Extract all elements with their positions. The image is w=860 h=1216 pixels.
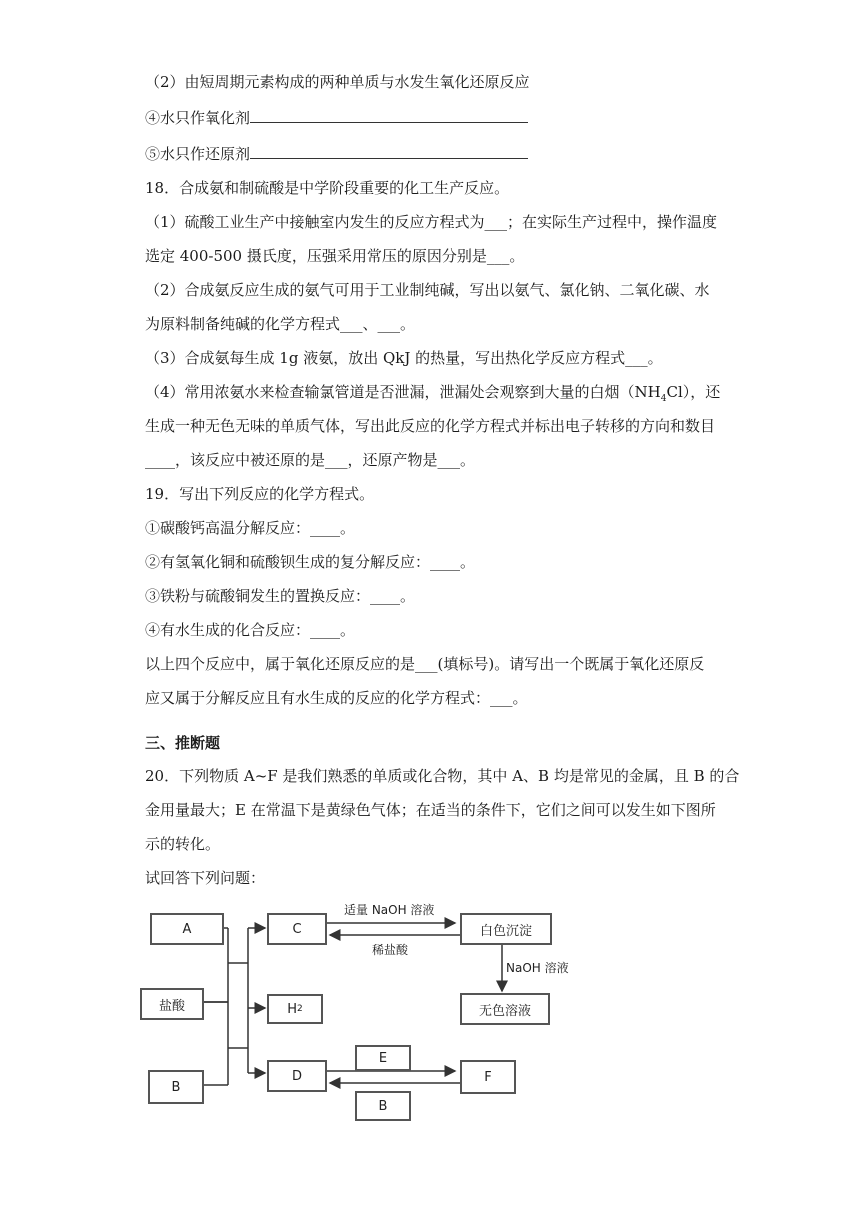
node-A: A [150, 913, 224, 945]
node-H2-text: H [287, 1001, 298, 1017]
q18-title: 18．合成氨和制硫酸是中学阶段重要的化工生产反应。 [145, 179, 510, 197]
q18-part4-sub: 4 [660, 394, 667, 404]
q17-item5-text: ⑤水只作还原剂 [145, 145, 251, 163]
q18-part4-line1-b: Cl），还 [666, 383, 721, 401]
node-F: F [460, 1060, 516, 1094]
node-colorless-solution: 无色溶液 [460, 993, 550, 1025]
q20-line1: 20．下列物质 A~F 是我们熟悉的单质或化合物，其中 A、B 均是常见的金属，且 B 的合 [145, 767, 740, 785]
q20-line2: 金用量最大；E 在常温下是黄绿色气体；在适当的条件下，它们之间可以发生如下图所 [145, 801, 716, 819]
q19-item1: ①碳酸钙高温分解反应：____。 [145, 519, 356, 537]
q18-part4-line1-a: （4）常用浓氨水来检查输氯管道是否泄漏，泄漏处会观察到大量的白烟（NH [145, 383, 661, 401]
node-B: B [148, 1070, 204, 1104]
q18-part4-line2: 生成一种无色无味的单质气体，写出此反应的化学方程式并标出电子转移的方向和数目 [145, 417, 716, 435]
answer-blank[interactable] [250, 108, 528, 123]
node-B-return: B [355, 1091, 411, 1121]
q20-line3: 示的转化。 [145, 835, 221, 853]
label-dilute-hcl: 稀盐酸 [372, 943, 409, 957]
node-D: D [267, 1060, 327, 1092]
q17-item4 [145, 108, 528, 128]
q18-part2-line1: （2）合成氨反应生成的氨气可用于工业制纯碱，写出以氨气、氯化钠、二氧化碳、水 [145, 281, 710, 299]
node-H2-sub: 2 [297, 1004, 303, 1014]
reaction-diagram [140, 895, 600, 1135]
q17-part2: （2）由短周期元素构成的两种单质与水发生氧化还原反应 [145, 73, 530, 91]
node-H2 [267, 994, 323, 1024]
q18-part4-line3: ____，该反应中被还原的是___，还原产物是___。 [145, 451, 476, 469]
label-naoh-down: NaOH 溶液 [506, 961, 569, 975]
q19-summary-line2: 应又属于分解反应且有水生成的反应的化学方程式：___。 [145, 689, 528, 707]
q17-item5 [145, 144, 528, 164]
section-heading: 三、推断题 [145, 734, 221, 752]
q19-item4: ④有水生成的化合反应：____。 [145, 621, 356, 639]
q19-summary-line1: 以上四个反应中，属于氧化还原反应的是___(填标号)。请写出一个既属于氧化还原反 [145, 655, 705, 673]
q18-part1-line1: （1）硫酸工业生产中接触室内发生的反应方程式为___；在实际生产过程中，操作温度 [145, 213, 718, 231]
q19-title: 19．写出下列反应的化学方程式。 [145, 485, 375, 503]
q19-item2: ②有氢氧化铜和硫酸钡生成的复分解反应：____。 [145, 553, 476, 571]
node-white-precipitate: 白色沉淀 [460, 913, 552, 945]
q19-item3: ③铁粉与硫酸铜发生的置换反应：____。 [145, 587, 416, 605]
node-C: C [267, 913, 327, 945]
q18-part3: （3）合成氨每生成 1g 液氨，放出 QkJ 的热量，写出热化学反应方程式___。 [145, 349, 663, 367]
node-hydrochloric-acid: 盐酸 [140, 988, 204, 1020]
node-E: E [355, 1045, 411, 1071]
q18-part2-line2: 为原料制备纯碱的化学方程式___、___。 [145, 315, 416, 333]
q18-part1-line2: 选定 400-500 摄氏度，压强采用常压的原因分别是___。 [145, 247, 525, 265]
answer-blank[interactable] [250, 144, 528, 159]
q17-item4-text: ④水只作氧化剂 [145, 109, 251, 127]
q20-prompt: 试回答下列问题： [145, 869, 266, 887]
label-naoh-right: 适量 NaOH 溶液 [344, 903, 435, 917]
q18-part4-line1 [145, 382, 720, 409]
